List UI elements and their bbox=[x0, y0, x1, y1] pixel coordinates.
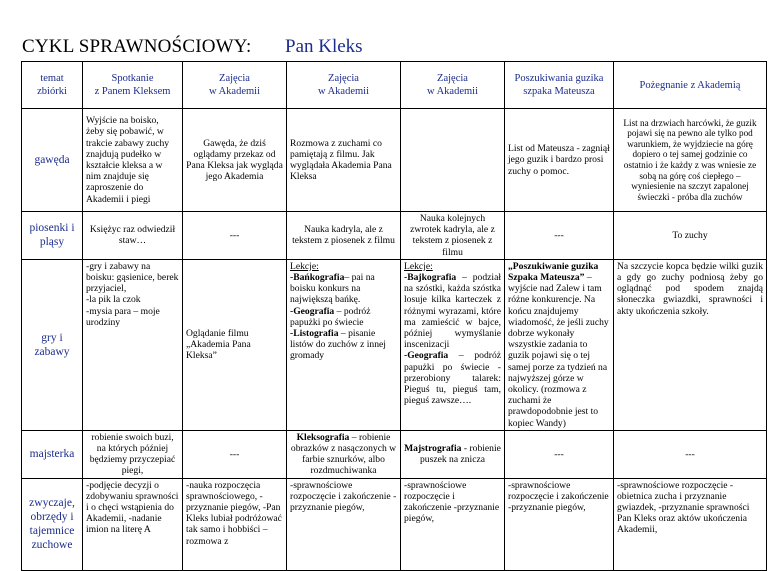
header-cell-classes-1: Zajęcia w Akademii bbox=[183, 62, 287, 109]
row-label-gry: gry i zabawy bbox=[22, 259, 83, 430]
cell-gaweda-6: List na drzwiach harcówki, że guzik pojawi się na pewno ale tylko pod warunkiem, że wyjdziecie na górę dopiero o tej samej godzinie co ostatnio i że każdy z was wniesie ze sobą na górę coś ciepłego – wyniesienie na szczyt zapalonej świeczki - próba dla zuchów bbox=[614, 109, 767, 212]
table-row-gry bbox=[22, 259, 767, 430]
cell-gry-2: Oglądanie filmu „Akademia Pana Kleksa” bbox=[183, 259, 287, 430]
cell-gaweda-4 bbox=[401, 109, 505, 212]
cell-piosenki-5: --- bbox=[505, 212, 614, 260]
table-row-zwyczaje bbox=[22, 478, 767, 570]
cell-zwyczaje-1: -podjęcie decyzji o zdobywaniu sprawności i o chęci wstąpienia do Akademii, -nadanie imion na literę A bbox=[83, 478, 183, 570]
header-cell-classes-3: Zajęcia w Akademii bbox=[401, 62, 505, 109]
header-row bbox=[22, 62, 767, 109]
cell-gaweda-2: Gawęda, że dziś oglądamy przekaz od Pana Kleksa jak wygląda jego Akademia bbox=[183, 109, 287, 212]
document-subtitle: Pan Kleks bbox=[285, 36, 363, 57]
cell-majsterka-4: Majstrografia - robienie puszek na znicza bbox=[401, 430, 505, 478]
cell-majsterka-2: --- bbox=[183, 430, 287, 478]
cell-piosenki-3: Nauka kadryla, ale z tekstem z piosenek z filmu bbox=[287, 212, 401, 260]
table-row-gaweda bbox=[22, 109, 767, 212]
cell-zwyczaje-6: -sprawnościowe rozpoczęcie -obietnica zucha i przyznanie gwiazdek, -przyznanie sprawności Pan Kleks oraz aktów ukończenia Akademii, bbox=[614, 478, 767, 570]
row-label-zwyczaje: zwyczaje, obrzędy i tajemnice zuchowe bbox=[22, 478, 83, 570]
row-label-gaweda: gawęda bbox=[22, 109, 83, 212]
cell-gaweda-1: Wyjście na boisko, żeby się pobawić, w trakcie zabawy zuchy znajdują pudełko w kształcie kleksa a w nim znajduje się zaproszenie do Akademii i piegi bbox=[83, 109, 183, 212]
cell-gry-6: Na szczycie kopca będzie wilki guzik a gdy go zuchy podniosą żeby go oglądnąć pod spodem znajdą słoneczka gwiazdki, sprawności i akty ukończenia szkoły. bbox=[614, 259, 767, 430]
cell-majsterka-5: --- bbox=[505, 430, 614, 478]
cell-majsterka-6: --- bbox=[614, 430, 767, 478]
row-label-piosenki: piosenki i pląsy bbox=[22, 212, 83, 260]
cell-zwyczaje-4: -sprawnościowe rozpoczęcie i zakończenie -przyznanie piegów, bbox=[401, 478, 505, 570]
header-cell-meeting: Spotkanie z Panem Kleksem bbox=[83, 62, 183, 109]
table-row-piosenki bbox=[22, 212, 767, 260]
document-title: CYKL SPRAWNOŚCIOWY: bbox=[22, 36, 252, 57]
cell-zwyczaje-5: -sprawnościowe rozpoczęcie i zakończenie -przyznanie piegów, bbox=[505, 478, 614, 570]
cell-gaweda-3: Rozmowa z zuchami co pamiętają z filmu. Jak wyglądała Akademia Pana Kleksa bbox=[287, 109, 401, 212]
header-cell-farewell: Pożegnanie z Akademią bbox=[614, 62, 767, 109]
plan-table bbox=[21, 61, 767, 571]
cell-piosenki-1: Księżyc raz odwiedził staw… bbox=[83, 212, 183, 260]
cell-majsterka-1: robienie swoich buzi, na których później będziemy przyczepiać piegi, bbox=[83, 430, 183, 478]
cell-majsterka-3: Kleksografia – robienie obrazków z nasączonych w farbie sznurków, albo rozdmuchiwanka bbox=[287, 430, 401, 478]
cell-piosenki-6: To zuchy bbox=[614, 212, 767, 260]
cell-piosenki-4: Nauka kolejnych zwrotek kadryla, ale z tekstem z piosenek z filmu bbox=[401, 212, 505, 260]
cell-gry-3: Lekcje: -Bańkografia– pai na boisku konkurs na największą bańkę. -Geografia – podróż papużki po świecie -Listografia – pisanie listów do zuchów z innej gromady bbox=[287, 259, 401, 430]
cell-gry-1: -gry i zabawy na boisku: gąsienice, berek przyjaciel, -la pik la czok -mysia para – moje urodziny bbox=[83, 259, 183, 430]
cell-gaweda-5: List od Mateusza - zagniął jego guzik i bardzo prosi zuchy o pomoc. bbox=[505, 109, 614, 212]
cell-gry-4: Lekcje: -Bajkografia – podział na szóstki, każda szóstka losuje kilka karteczek z różnymi wyrazami, które ma zamieścić w bajce, później wymyślanie inscenizacji -Geografia – podróż papużki po świecie -przerobiony talarek: Pieguś tu, pieguś tam, pieguś zawsze…. bbox=[401, 259, 505, 430]
table-row-majsterka bbox=[22, 430, 767, 478]
header-cell-classes-2: Zajęcia w Akademii bbox=[287, 62, 401, 109]
cell-zwyczaje-2: -nauka rozpoczęcia sprawnościowego, -przyznanie piegów, -Pan Kleks lubiał podróżować tak samo i hobbiści – rozmowa z bbox=[183, 478, 287, 570]
cell-gry-5: „Poszukiwanie guzika Szpaka Mateusza” – wyjście nad Zalew i tam różne konkurencje. Na końcu znajdujemy wiadomość, że jeśli zuchy dobrze wykonały wszystkie zadania to guzik pojawi się o tej samej porze za tydzień na najwyższej górze w okolicy. (rozmowa z zuchami że prawdopodobnie jest to kopiec Wandy) bbox=[505, 259, 614, 430]
row-label-majsterka: majsterka bbox=[22, 430, 83, 478]
cell-zwyczaje-3: -sprawnościowe rozpoczęcie i zakończenie -przyznanie piegów, bbox=[287, 478, 401, 570]
cell-piosenki-2: --- bbox=[183, 212, 287, 260]
header-cell-search: Poszukiwania guzika szpaka Mateusza bbox=[505, 62, 614, 109]
header-cell-topic: temat zbiórki bbox=[22, 62, 83, 109]
